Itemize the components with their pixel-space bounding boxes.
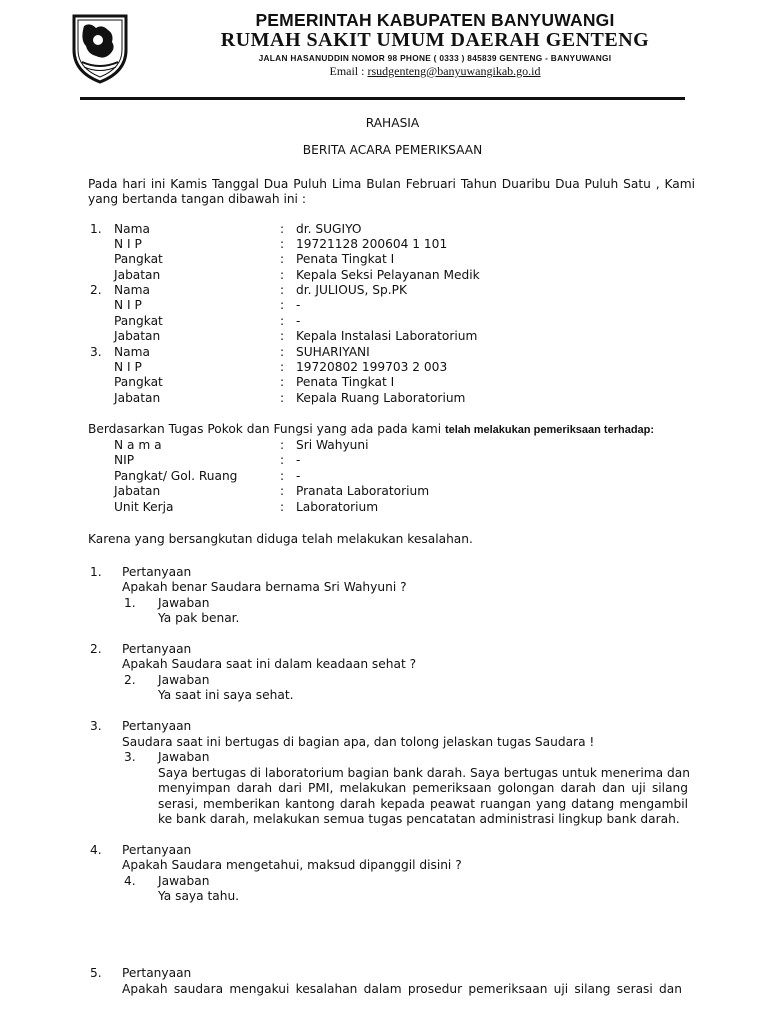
answer-text: Saya bertugas di laboratorium bagian bank darah. Saya bertugas untuk menerima dan <box>158 766 690 780</box>
email-link[interactable]: rsudgenteng@banyuwangikab.go.id <box>367 64 541 78</box>
question-text: Apakah Saudara saat ini dalam keadaan sehat ? <box>122 657 417 671</box>
answer-text: serasi, memberikan kantong darah kepada peawat ruangan yang datang mengambil <box>158 797 688 811</box>
question-text: Saudara saat ini bertugas di bagian apa, dan tolong jelaskan tugas Saudara ! <box>122 735 595 749</box>
official-number: 2. <box>90 283 102 297</box>
question-label: Pertanyaan <box>122 565 192 579</box>
question-label: Pertanyaan <box>122 966 192 980</box>
field-value: Penata Tingkat I <box>296 252 395 266</box>
field-value: Kepala Instalasi Laboratorium <box>296 329 478 343</box>
question-number: 5. <box>90 966 102 980</box>
field-value: - <box>296 453 301 467</box>
field-label: Nama <box>114 345 150 359</box>
answer-label: Jawaban <box>158 750 210 764</box>
field-colon: : <box>280 222 285 236</box>
answer-number: 2. <box>124 673 136 687</box>
letterhead-divider <box>80 97 685 100</box>
field-value: Kepala Ruang Laboratorium <box>296 391 466 405</box>
field-label: Unit Kerja <box>114 500 174 514</box>
question-number: 1. <box>90 565 102 579</box>
answer-text: Ya saya tahu. <box>158 889 240 903</box>
question-number: 4. <box>90 843 102 857</box>
question-text: Apakah benar Saudara bernama Sri Wahyuni ? <box>122 580 407 594</box>
field-colon: : <box>280 469 285 483</box>
field-value: - <box>296 298 301 312</box>
answer-number: 4. <box>124 874 136 888</box>
field-label: N I P <box>114 298 142 312</box>
hospital-name: RUMAH SAKIT UMUM DAERAH GENTENG <box>220 29 650 51</box>
field-colon: : <box>280 453 285 467</box>
basis-line <box>88 422 654 436</box>
question-text: Apakah saudara mengakui kesalahan dalam prosedur pemeriksaan uji silang serasi dan <box>122 982 682 996</box>
classification-label: RAHASIA <box>365 116 420 130</box>
answer-number: 1. <box>124 596 136 610</box>
field-colon: : <box>280 252 285 266</box>
field-label: N a m a <box>114 438 162 452</box>
intro-line-1: Pada hari ini Kamis Tanggal Dua Puluh Lima Bulan Februari Tahun Duaribu Dua Puluh Satu , Kami <box>88 177 695 191</box>
question-number: 3. <box>90 719 102 733</box>
document-title: BERITA ACARA PEMERIKSAAN <box>302 143 483 157</box>
field-label: Pangkat <box>114 375 163 389</box>
intro-line-2: yang bertanda tangan dibawah ini : <box>88 192 306 206</box>
hospital-address: JALAN HASANUDDIN NOMOR 98 PHONE ( 0333 ) 845839 GENTENG - BANYUWANGI <box>258 53 612 63</box>
field-label: Jabatan <box>114 391 161 405</box>
field-value: Kepala Seksi Pelayanan Medik <box>296 268 480 282</box>
field-value: dr. JULIOUS, Sp.PK <box>296 283 407 297</box>
government-name: PEMERINTAH KABUPATEN BANYUWANGI <box>255 10 615 30</box>
field-value: Laboratorium <box>296 500 379 514</box>
email-line <box>140 64 730 79</box>
answer-text: menyimpan darah dari PMI, melakukan pemeriksaan golongan darah dan uji silang <box>158 781 688 795</box>
field-value: - <box>296 469 301 483</box>
basis-bold-text: telah melakukan pemeriksaan terhadap: <box>444 424 655 436</box>
official-number: 3. <box>90 345 102 359</box>
answer-text: Ya saat ini saya sehat. <box>158 688 294 702</box>
answer-label: Jawaban <box>158 596 210 610</box>
email-label: Email : <box>329 64 368 78</box>
field-label: Jabatan <box>114 329 161 343</box>
field-colon: : <box>280 237 285 251</box>
field-value: dr. SUGIYO <box>296 222 362 236</box>
field-value: Sri Wahyuni <box>296 438 369 452</box>
answer-label: Jawaban <box>158 673 210 687</box>
field-colon: : <box>280 360 285 374</box>
field-label: Pangkat/ Gol. Ruang <box>114 469 238 483</box>
field-label: Nama <box>114 283 150 297</box>
field-colon: : <box>280 484 285 498</box>
field-colon: : <box>280 345 285 359</box>
field-label: Nama <box>114 222 150 236</box>
official-number: 1. <box>90 222 102 236</box>
question-label: Pertanyaan <box>122 642 192 656</box>
regency-emblem-logo <box>68 12 132 84</box>
reason-text: Karena yang bersangkutan diduga telah melakukan kesalahan. <box>88 532 473 546</box>
field-value: - <box>296 314 301 328</box>
field-colon: : <box>280 391 285 405</box>
field-label: Pangkat <box>114 314 163 328</box>
field-colon: : <box>280 283 285 297</box>
field-label: N I P <box>114 237 142 251</box>
field-label: NIP <box>114 453 135 467</box>
field-colon: : <box>280 375 285 389</box>
field-value: Penata Tingkat I <box>296 375 395 389</box>
field-colon: : <box>280 268 285 282</box>
question-label: Pertanyaan <box>122 843 192 857</box>
field-label: Pangkat <box>114 252 163 266</box>
question-label: Pertanyaan <box>122 719 192 733</box>
field-value: 19721128 200604 1 101 <box>296 237 448 251</box>
field-label: N I P <box>114 360 142 374</box>
field-colon: : <box>280 298 285 312</box>
field-colon: : <box>280 314 285 328</box>
question-text: Apakah Saudara mengetahui, maksud dipanggil disini ? <box>122 858 462 872</box>
field-colon: : <box>280 329 285 343</box>
answer-label: Jawaban <box>158 874 210 888</box>
answer-text: Ya pak benar. <box>158 611 240 625</box>
field-value: 19720802 199703 2 003 <box>296 360 448 374</box>
field-label: Jabatan <box>114 484 161 498</box>
answer-text: ke bank darah, melakukan semua tugas pencatatan administrasi lingkup bank darah. <box>158 812 680 826</box>
field-colon: : <box>280 500 285 514</box>
field-label: Jabatan <box>114 268 161 282</box>
basis-text: Berdasarkan Tugas Pokok dan Fungsi yang ada pada kami <box>88 422 445 436</box>
answer-number: 3. <box>124 750 136 764</box>
field-colon: : <box>280 438 285 452</box>
field-value: SUHARIYANI <box>296 345 370 359</box>
field-value: Pranata Laboratorium <box>296 484 430 498</box>
question-number: 2. <box>90 642 102 656</box>
